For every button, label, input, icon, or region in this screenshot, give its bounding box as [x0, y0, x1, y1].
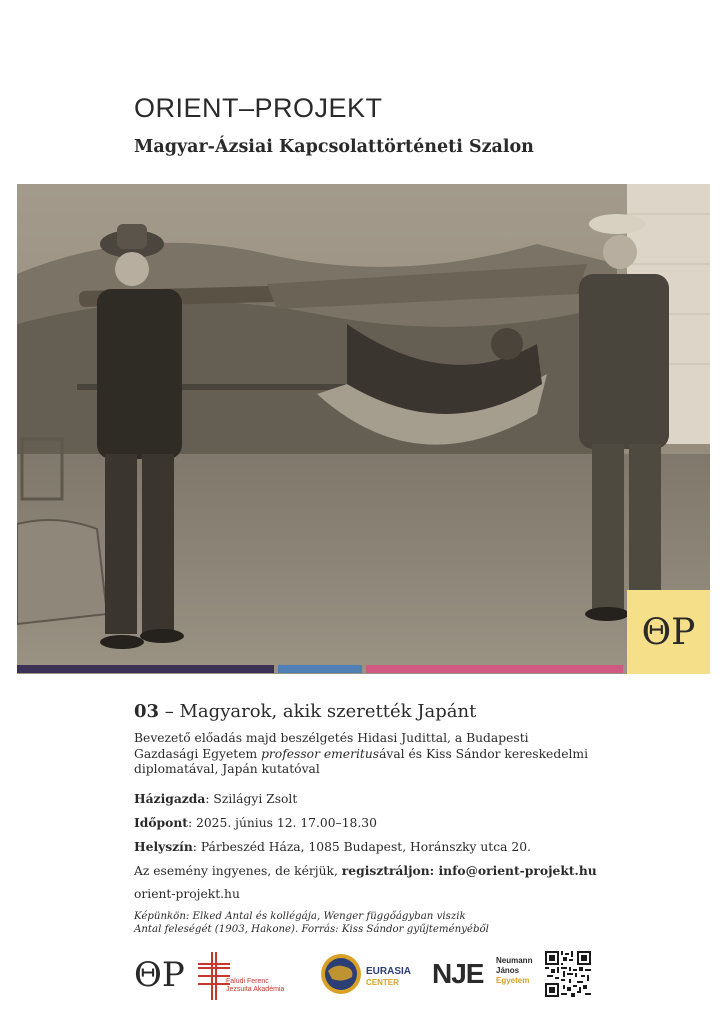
place-label: Helyszín [134, 839, 193, 854]
faludi-name [226, 978, 284, 994]
time-label: Időpont [134, 815, 188, 830]
brand-title: ORIENT–PROJEKT [134, 93, 383, 123]
eurasia-name [366, 966, 411, 988]
op-badge: ΘP [627, 590, 710, 674]
event-title [134, 701, 476, 722]
faludi-cross-icon [196, 950, 246, 1004]
eurasia-center-logo [320, 953, 420, 999]
event-intro [134, 731, 594, 778]
time-value: : 2025. június 12. 17.00–18.30 [187, 816, 377, 830]
subtitle: Magyar-Ázsiai Kapcsolattörténeti Szalon [134, 137, 534, 157]
nje-line1: Neumann [496, 956, 533, 965]
nje-logo [432, 956, 536, 996]
place-row [134, 839, 531, 854]
color-bar-dark [17, 665, 274, 673]
nje-line3: Egyetem [496, 976, 530, 985]
color-bar-blue [278, 665, 362, 673]
eurasia-line1: EURASIA [366, 966, 412, 977]
intro-text-2: ával és Kiss Sándor kereskedelmi diplomatával, Japán kutatóval [134, 746, 588, 776]
historic-photo [17, 184, 710, 674]
registration-text: Az esemény ingyenes, de kérjük, [134, 864, 342, 878]
intro-text-italic: professor emeritus [261, 746, 380, 761]
faludi-logo [196, 950, 306, 1004]
nje-name [496, 956, 532, 986]
registration-email-link[interactable]: regisztráljon: info@orient-projekt.hu [341, 863, 597, 878]
website-link[interactable]: orient-projekt.hu [134, 887, 240, 901]
event-number: 03 [134, 701, 160, 722]
nje-mark: NJE [432, 958, 484, 989]
intro-text-1: Bevezető előadás majd beszélgetés Hidasi Judittal, a Budapesti Gazdasági Egyetem [134, 731, 529, 761]
eurasia-line2: CENTER [366, 978, 399, 987]
host-label: Házigazda [134, 791, 206, 806]
place-value: : Párbeszéd Háza, 1085 Budapest, Horánszky utca 20. [192, 840, 531, 854]
qr-code[interactable] [545, 951, 591, 997]
eurasia-globe-icon [320, 953, 362, 995]
host-value: : Szilágyi Zsolt [205, 792, 298, 806]
event-title-text: – Magyarok, akik szerették Japánt [159, 701, 477, 722]
op-logo: ΘP [134, 955, 185, 995]
faludi-line1: Faludi Ferenc [226, 978, 269, 985]
nje-line2: János [496, 966, 520, 975]
faludi-line2: Jezsuita Akadémia [226, 986, 285, 993]
color-bar-pink [366, 665, 623, 673]
time-row [134, 815, 377, 830]
registration-row [134, 863, 597, 878]
host-row [134, 791, 297, 806]
photo-caption: Képünkön: Elked Antal és kollégája, Wenger függőágyban viszik Antal feleségét (1903, Hakone). Forrás: Kiss Sándor gyűjteményéből [134, 911, 489, 935]
